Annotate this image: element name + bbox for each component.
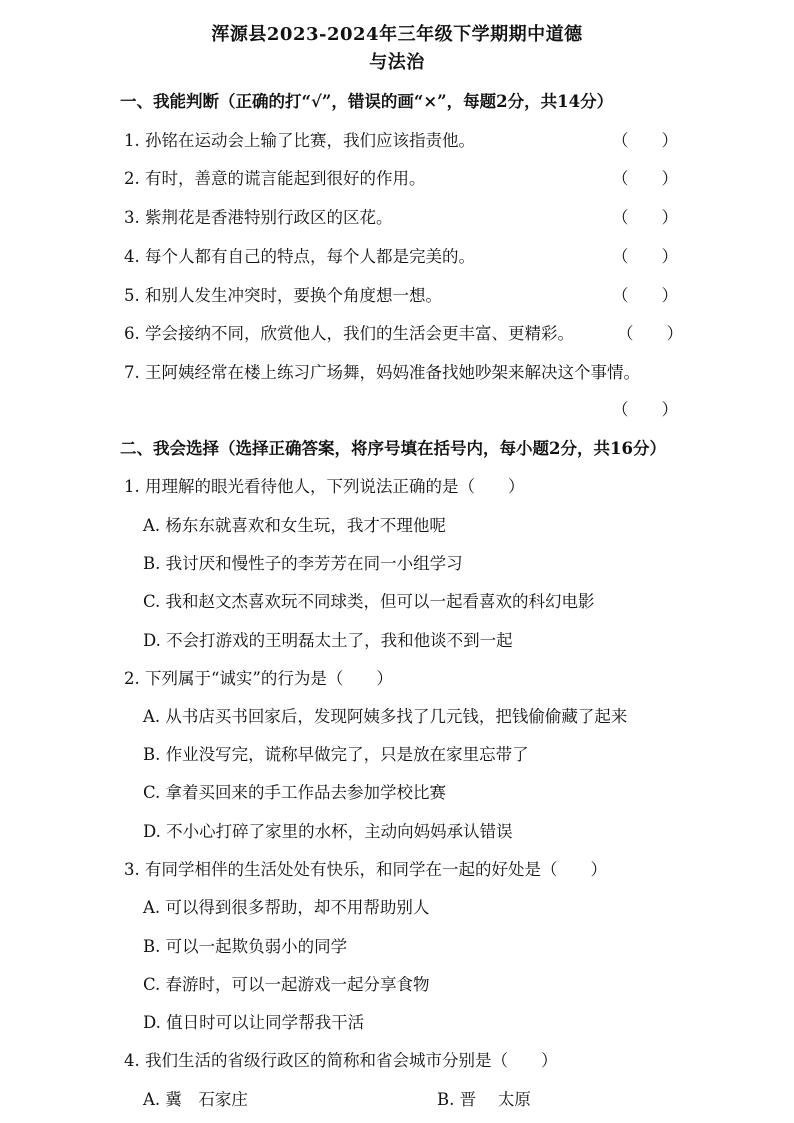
answer-bracket-7[interactable]: （ ） [612, 400, 678, 419]
question-3-option-a: A. 可以得到很多帮助，却不用帮助别人 [143, 898, 430, 917]
question-3-option-d: D. 值日时可以让同学帮我干活 [143, 1013, 365, 1032]
judge-item-2: 2. 有时，善意的谎言能起到很好的作用。 [124, 169, 426, 188]
judge-item-7: 7. 王阿姨经常在楼上练习广场舞，妈妈准备找她吵架来解决这个事情。 [124, 363, 640, 382]
answer-bracket-4[interactable]: （ ） [612, 247, 678, 266]
question-1-stem: 1. 用理解的眼光看待他人，下列说法正确的是（ ） [124, 477, 525, 496]
question-1-option-b: B. 我讨厌和慢性子的李芳芳在同一小组学习 [143, 554, 463, 573]
judge-item-3: 3. 紫荆花是香港特别行政区的区花。 [124, 208, 393, 227]
answer-bracket-3[interactable]: （ ） [612, 208, 678, 227]
question-2-stem: 2. 下列属于“诚实”的行为是（ ） [124, 669, 393, 688]
question-3-option-c: C. 春游时，可以一起游戏一起分享食物 [143, 975, 430, 994]
question-1-option-d: D. 不会打游戏的王明磊太土了，我和他谈不到一起 [143, 631, 513, 650]
question-1-option-a: A. 杨东东就喜欢和女生玩，我才不理他呢 [143, 516, 446, 535]
exam-subtitle: 与法治 [369, 52, 425, 73]
answer-bracket-1[interactable]: （ ） [612, 131, 678, 150]
question-4-option-b: B. 晋 太原 [437, 1090, 531, 1109]
question-2-option-d: D. 不小心打碎了家里的水杯，主动向妈妈承认错误 [143, 822, 513, 841]
question-3-option-b: B. 可以一起欺负弱小的同学 [143, 937, 348, 956]
answer-bracket-5[interactable]: （ ） [612, 286, 678, 305]
question-4-option-a: A. 冀 石家庄 [143, 1090, 248, 1109]
question-3-stem: 3. 有同学相伴的生活处处有快乐，和同学在一起的好处是（ ） [124, 860, 607, 879]
question-2-option-b: B. 作业没写完，谎称早做完了，只是放在家里忘带了 [143, 745, 529, 764]
section-1-heading: 一、我能判断（正确的打“√”，错误的画“×”，每题2分，共14分） [120, 92, 614, 111]
question-4-stem: 4. 我们生活的省级行政区的简称和省会城市分别是（ ） [124, 1051, 558, 1070]
judge-item-5: 5. 和别人发生冲突时，要换个角度想一想。 [124, 286, 442, 305]
exam-title: 浑源县2023-2024年三年级下学期期中道德 [211, 24, 583, 45]
answer-bracket-2[interactable]: （ ） [612, 169, 678, 188]
question-2-option-a: A. 从书店买书回家后，发现阿姨多找了几元钱，把钱偷偷藏了起来 [143, 707, 628, 726]
question-1-option-c: C. 我和赵文杰喜欢玩不同球类，但可以一起看喜欢的科幻电影 [143, 592, 595, 611]
judge-item-4: 4. 每个人都有自己的特点，每个人都是完美的。 [124, 247, 475, 266]
judge-item-6: 6. 学会接纳不同，欣赏他人，我们的生活会更丰富、更精彩。 [124, 324, 574, 343]
answer-bracket-6[interactable]: （ ） [617, 324, 683, 343]
judge-item-1: 1. 孙铭在运动会上输了比赛，我们应该指责他。 [124, 131, 475, 150]
section-2-heading: 二、我会选择（选择正确答案，将序号填在括号内，每小题2分，共16分） [120, 439, 666, 458]
question-2-option-c: C. 拿着买回来的手工作品去参加学校比赛 [143, 783, 447, 802]
